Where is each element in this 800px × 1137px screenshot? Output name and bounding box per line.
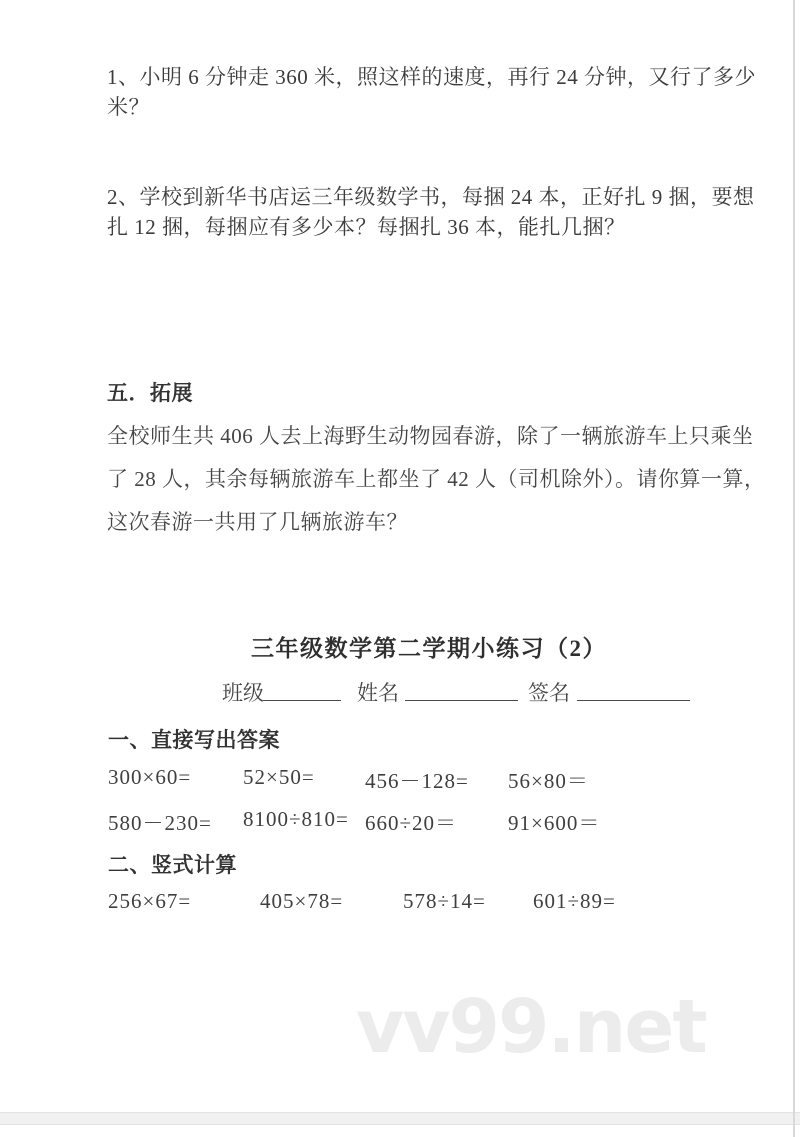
oral-problem: 660÷20＝ — [365, 811, 458, 835]
sign-blank-line — [577, 700, 690, 701]
oral-problem: 456－128= — [365, 769, 469, 793]
question-1-line-1: 1、小明 6 分钟走 360 米，照这样的速度，再行 24 分钟，又行了多少 — [107, 65, 756, 89]
oral-problem: 8100÷810= — [243, 807, 349, 831]
oral-problem: 300×60= — [108, 765, 192, 789]
question-2 — [107, 182, 755, 242]
name-field-label: 姓名 — [357, 681, 399, 705]
oral-problem: 56×80＝ — [508, 769, 589, 793]
site-watermark: vv99.net — [356, 984, 706, 1070]
vertical-calc-problem: 405×78= — [260, 889, 344, 913]
question-1-line-2: 米？ — [107, 95, 150, 119]
name-blank-line — [405, 700, 518, 701]
worksheet-title: 三年级数学第二学期小练习（2） — [251, 636, 607, 661]
section-five-line-1: 全校师生共 406 人去上海野生动物园春游，除了一辆旅游车上只乘坐 — [107, 424, 754, 448]
section-five-line-3: 这次春游一共用了几辆旅游车？ — [107, 510, 408, 534]
oral-problem: 91×600＝ — [508, 811, 601, 835]
vertical-calc-problem: 578÷14= — [403, 889, 486, 913]
oral-problem: 580－230= — [108, 811, 212, 835]
question-2-line-2: 扎 12 捆，每捆应有多少本？每捆扎 36 本，能扎几捆？ — [107, 215, 626, 239]
question-2-line-1: 2、学校到新华书店运三年级数学书，每捆 24 本，正好扎 9 捆，要想 — [107, 185, 755, 209]
page-right-edge-line — [793, 0, 795, 1137]
section-one-heading: 一、直接写出答案 — [108, 728, 280, 752]
page-gap-band — [0, 1112, 800, 1125]
oral-problem: 52×50= — [243, 765, 315, 789]
question-1 — [107, 62, 756, 122]
vertical-calc-problem: 601÷89= — [533, 889, 616, 913]
vertical-calc-problem: 256×67= — [108, 889, 192, 913]
section-five-heading: 五．拓展 — [107, 381, 193, 405]
class-blank-line — [263, 700, 341, 701]
section-five-line-2: 了 28 人，其余每辆旅游车上都坐了 42 人（司机除外）。请你算一算， — [107, 467, 766, 491]
section-two-heading: 二、竖式计算 — [108, 853, 237, 877]
section-five-problem — [107, 415, 766, 544]
sign-field-label: 签名 — [528, 681, 570, 705]
class-field-label: 班级 — [222, 681, 264, 705]
